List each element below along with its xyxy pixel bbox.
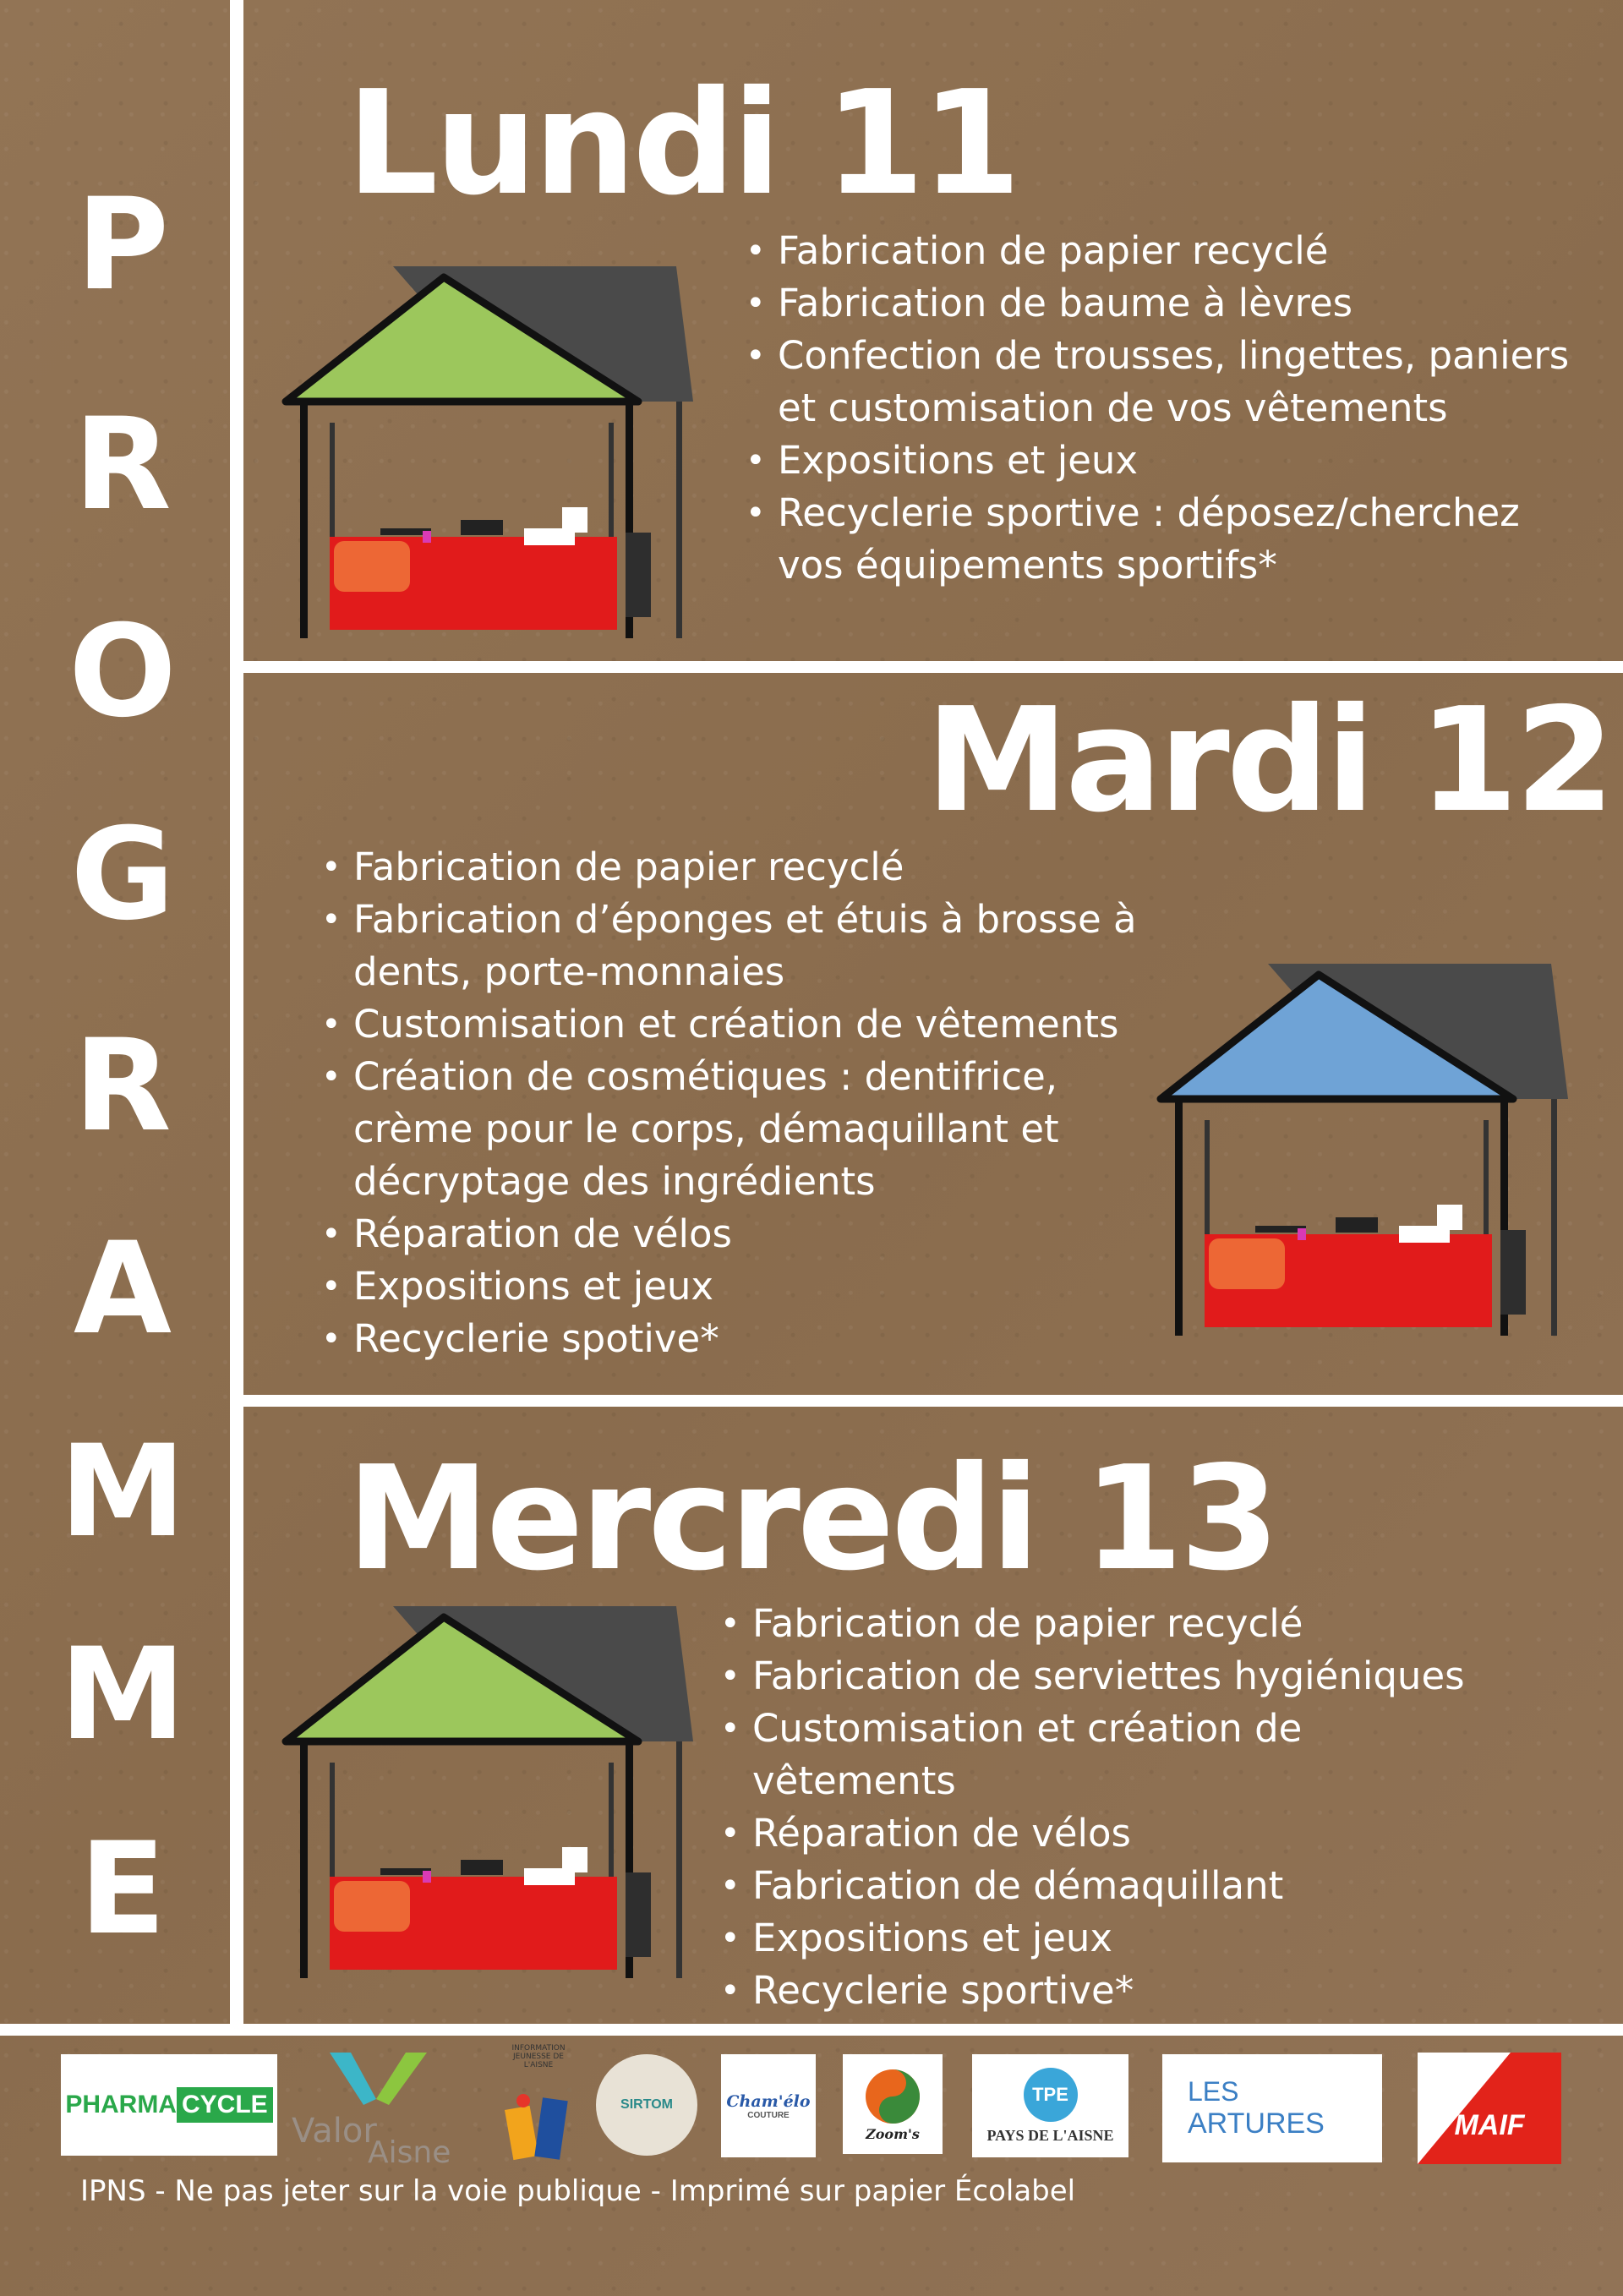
logo-maif [1418,2053,1561,2164]
market-stall-illustration [279,262,693,642]
logo-text: Zoom's [866,2125,920,2142]
section-divider-1 [243,661,1623,673]
list-item: • Fabrication de serviettes hygiéniques [720,1650,1599,1703]
vertical-letter: P [76,172,169,319]
list-item: • Expositions et jeux [746,435,1591,487]
vertical-letter: O [68,599,177,746]
list-item: • Réparation de vélos [321,1208,1167,1260]
list-item: • Fabrication de baume à lèvres [746,277,1591,330]
list-item: • Recyclerie sportive : déposez/cherchez vos équipements sportifs* [746,487,1591,592]
list-item: • Customisation et création de vêtements [321,998,1167,1051]
list-item: • Réparation de vélos [720,1807,1599,1860]
activities-mardi [321,841,1167,1365]
logo-text: SIRTOM [620,2097,673,2112]
logo-pays-de-laisne [972,2054,1128,2157]
section-divider-2 [243,1395,1623,1407]
market-stall-illustration [279,1602,693,1982]
list-item: • Fabrication d’éponges et étuis à brosse à dents, porte-monnaies [321,894,1156,998]
list-item: • Fabrication de papier recyclé [720,1598,1599,1650]
day-title-mardi: Mardi 12 [926,677,1612,845]
vertical-letter: E [79,1816,167,1963]
vertical-letter: M [59,1621,186,1768]
logo-zooms [843,2054,943,2154]
logo-text: Cham'élo [726,2091,811,2111]
logo-text: PHARMA [65,2091,177,2118]
footer-note: IPNS - Ne pas jeter sur la voie publique - Imprimé sur papier Écolabel [80,2174,1076,2208]
list-item: • Recyclerie sportive* [720,1965,1599,2017]
list-item: • Création de cosmétiques : dentifrice, crème pour le corps, démaquillant et décryptage des ingrédients [321,1051,1156,1208]
footer-divider [0,2024,1623,2036]
zooms-mark-icon [863,2067,922,2126]
logo-chamelo [721,2054,816,2157]
day-title-mercredi: Mercredi 13 [347,1435,1276,1603]
day-title-lundi: Lundi 11 [347,60,1019,227]
vertical-letter: R [74,391,172,538]
list-item: • Recyclerie spotive* [321,1313,1167,1365]
activities-lundi [746,225,1591,592]
logo-text: LES [1188,2076,1239,2107]
logo-pharmacycle [61,2054,277,2156]
list-item: • Customisation et création de vêtements [720,1703,1395,1807]
vertical-letter: G [70,801,175,948]
list-item: • Fabrication de papier recyclé [746,225,1591,277]
logo-text: COUTURE [747,2110,790,2120]
logo-sirtom [596,2054,697,2156]
logo-text: Aisne [368,2135,451,2170]
vertical-letter: A [73,1216,172,1363]
activities-mercredi [720,1598,1599,2017]
logo-text: PAYS DE L'AISNE [986,2126,1114,2144]
list-item: • Fabrication de papier recyclé [321,841,1167,894]
list-item: • Expositions et jeux [321,1260,1167,1313]
logo-text: ARTURES [1188,2107,1325,2140]
logo-text: CYCLE [177,2087,273,2123]
vertical-letter: M [59,1419,186,1566]
logo-text: MAIF [1454,2108,1525,2141]
ij-mark-icon [505,2091,572,2167]
vertical-letter: R [74,1013,172,1160]
logo-text: TPE [1024,2068,1078,2122]
list-item: • Confection de trousses, lingettes, paniers et customisation de vos vêtements [746,330,1591,435]
list-item: • Expositions et jeux [720,1912,1599,1965]
market-stall-illustration [1154,959,1568,1340]
logo-les-artures [1162,2054,1382,2162]
partner-logos [0,2044,1623,2188]
logo-text: Valor [292,2112,377,2151]
list-item: • Fabrication de démaquillant [720,1860,1599,1912]
valor-mark-icon [330,2053,440,2105]
logo-text: INFORMATION JEUNESSE DE L'AISNE [511,2044,566,2069]
logo-valoraisne [292,2053,486,2170]
logo-information-jeunesse [500,2044,577,2171]
